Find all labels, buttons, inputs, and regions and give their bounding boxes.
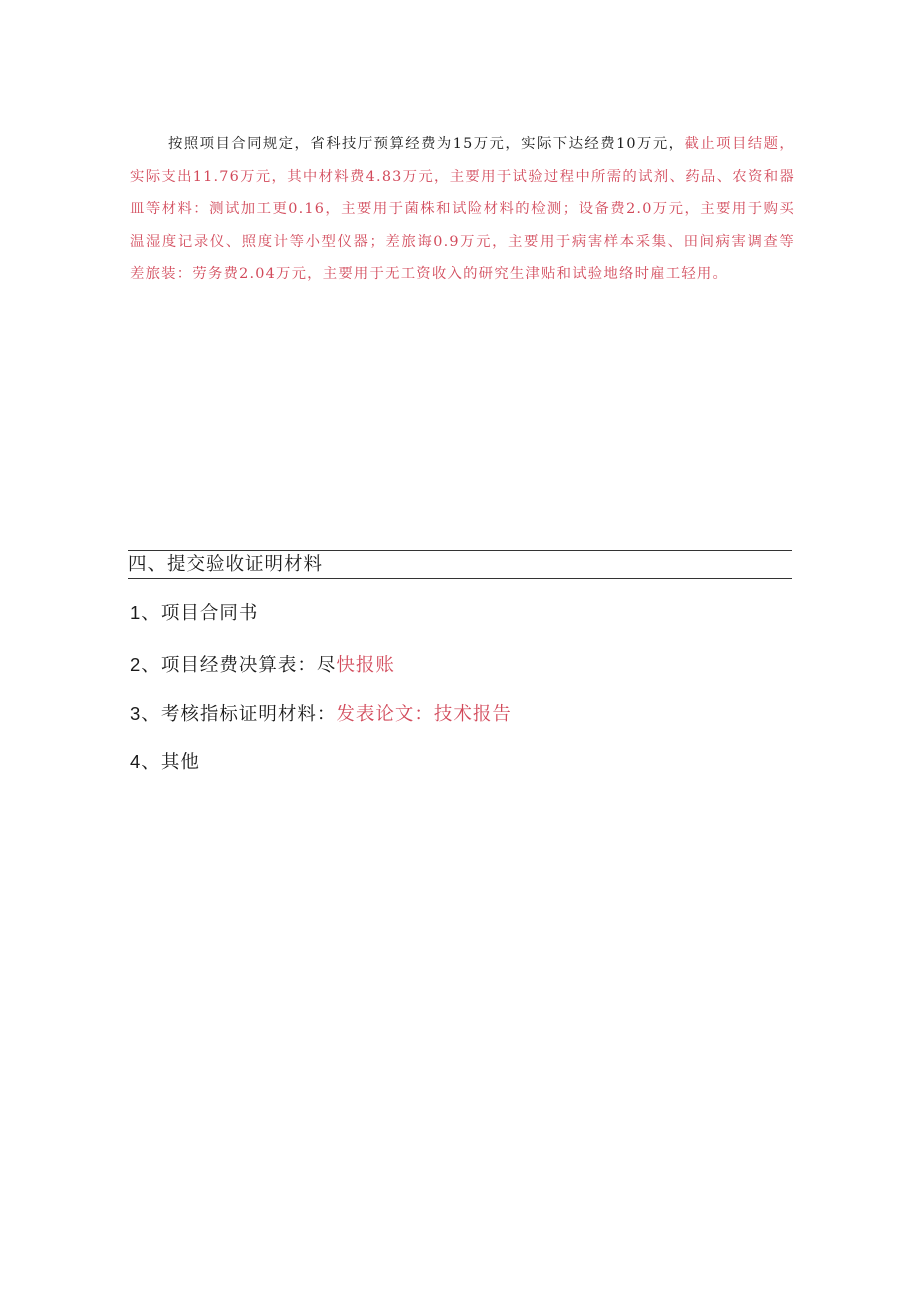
list-item-number: 2: [130, 654, 142, 675]
budget-text-approved: 按照项目合同规定，省科技厅预算经费为15万元，实际下达经费10万元，: [168, 136, 685, 152]
budget-paragraph: [130, 128, 795, 291]
list-item-note-highlight: 发表论文：技术报告: [336, 704, 512, 725]
list-item-separator: 、: [141, 704, 161, 725]
list-item-separator: 、: [141, 603, 161, 624]
list-item-label: 考核指标证明材料：: [160, 704, 337, 725]
list-item-number: 4: [130, 751, 142, 772]
budget-text-spent: 截止项目结题，实际支出11.76万元，其中材料费4.83万元，主要用于试验过程中所需的试剂、药品、农资和器皿等材料：测试加工更0.16，主要用于菌株和试险材料的检测；设备费2.0万元，主要用于购买温湿度记录仪、照度计等小型仪器；差旅诲0.9万元，主要用于病害样本采集、田间病害调查等差旅装：劳务费2.04万元，主要用于无工资收入的研究生津贴和试验地络时雇工轻用。: [130, 136, 795, 282]
list-item-number: 3: [130, 703, 142, 724]
list-item-budget-statement: [130, 652, 395, 679]
list-item-number: 1: [130, 602, 142, 623]
list-item-label: 其他: [160, 752, 200, 773]
list-item-label: 项目经费决算表：: [160, 655, 317, 676]
list-item-contract: [130, 600, 258, 627]
list-item-separator: 、: [141, 752, 161, 773]
list-item-separator: 、: [141, 655, 161, 676]
section-heading: 四、提交验收证明材料: [128, 550, 792, 579]
list-item-evidence: [130, 701, 512, 728]
list-item-label: 项目合同书: [160, 603, 259, 624]
list-item-note: 尽: [316, 655, 337, 676]
list-item-other: [130, 749, 200, 776]
list-item-note-highlight: 快报账: [336, 655, 395, 676]
